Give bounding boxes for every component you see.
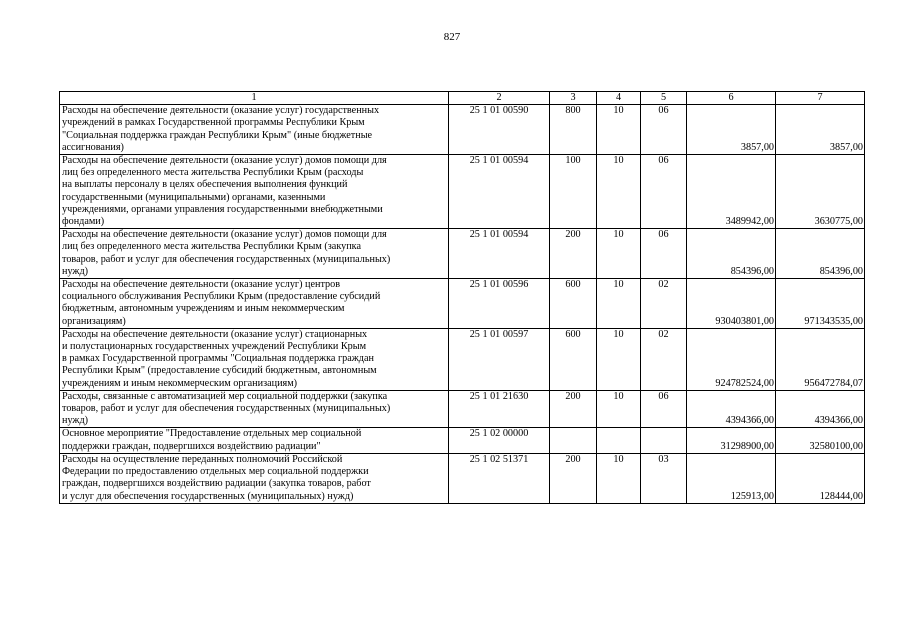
expense-type: 600 — [550, 328, 597, 390]
description-line: фондами) — [62, 216, 105, 228]
description-line: учреждениями, органами управления государственными внебюджетными — [62, 203, 383, 215]
expense-type: 200 — [550, 229, 597, 279]
amount-year-2: 971343535,00 — [776, 279, 865, 329]
expense-type: 200 — [550, 390, 597, 428]
row-description — [60, 229, 449, 279]
amount-year-2: 4394366,00 — [776, 390, 865, 428]
expense-type — [550, 428, 597, 453]
description-line: Расходы на осуществление переданных полномочий Российской — [62, 453, 343, 465]
section-code — [597, 428, 641, 453]
description-line: ассигнования) — [62, 141, 124, 153]
subsection-code: 03 — [641, 453, 687, 503]
amount-year-1: 930403801,00 — [687, 279, 776, 329]
section-code: 10 — [597, 328, 641, 390]
row-description — [60, 453, 449, 503]
table-row — [60, 428, 865, 453]
column-header: 1 — [60, 92, 449, 105]
subsection-code: 02 — [641, 328, 687, 390]
classification-code: 25 1 01 00594 — [449, 155, 550, 229]
row-description — [60, 105, 449, 155]
classification-code: 25 1 02 51371 — [449, 453, 550, 503]
amount-year-2: 128444,00 — [776, 453, 865, 503]
table-row — [60, 105, 865, 155]
section-code: 10 — [597, 155, 641, 229]
column-header: 6 — [687, 92, 776, 105]
description-line: Расходы на обеспечение деятельности (оказание услуг) государственных — [62, 105, 380, 117]
row-description — [60, 428, 449, 453]
description-line: Расходы на обеспечение деятельности (оказание услуг) домов помощи для — [62, 155, 387, 167]
table-row — [60, 328, 865, 390]
column-header: 2 — [449, 92, 550, 105]
section-code: 10 — [597, 453, 641, 503]
amount-year-2: 32580100,00 — [776, 428, 865, 453]
description-line: и услуг для обеспечения государственных (муниципальных) нужд) — [62, 490, 354, 502]
description-line: "Социальная поддержка граждан Республики Крым" (иные бюджетные — [62, 129, 373, 141]
subsection-code: 02 — [641, 279, 687, 329]
subsection-code: 06 — [641, 155, 687, 229]
subsection-code: 06 — [641, 229, 687, 279]
description-line: Республики Крым" (предоставление субсидий бюджетным, автономным — [62, 365, 377, 377]
description-line: государственными (муниципальными) органами, казенными — [62, 191, 326, 203]
table-row — [60, 155, 865, 229]
page-number: 827 — [443, 31, 461, 43]
classification-code: 25 1 01 00594 — [449, 229, 550, 279]
description-line: Федерации по предоставлению отдельных мер социальной поддержки — [62, 466, 369, 478]
amount-year-2: 3857,00 — [776, 105, 865, 155]
amount-year-1: 3857,00 — [687, 105, 776, 155]
classification-code: 25 1 01 00597 — [449, 328, 550, 390]
subsection-code: 06 — [641, 390, 687, 428]
description-line: учреждениям и иным некоммерческим организациям) — [62, 377, 298, 389]
expense-type: 200 — [550, 453, 597, 503]
description-line: Расходы, связанные с автоматизацией мер социальной поддержки (закупка — [62, 390, 388, 402]
description-line: Расходы на обеспечение деятельности (оказание услуг) центров — [62, 279, 341, 291]
amount-year-2: 3630775,00 — [776, 155, 865, 229]
section-code: 10 — [597, 390, 641, 428]
expense-type: 100 — [550, 155, 597, 229]
description-line: социального обслуживания Республики Крым (предоставление субсидий — [62, 291, 381, 303]
amount-year-1: 3489942,00 — [687, 155, 776, 229]
budget-table — [59, 91, 865, 504]
description-line: лиц без определенного места жительства Республики Крым (закупка — [62, 241, 361, 253]
amount-year-1: 4394366,00 — [687, 390, 776, 428]
description-line: нужд) — [62, 265, 89, 277]
table-row — [60, 279, 865, 329]
classification-code: 25 1 01 00596 — [449, 279, 550, 329]
amount-year-2: 854396,00 — [776, 229, 865, 279]
row-description — [60, 390, 449, 428]
classification-code: 25 1 01 00590 — [449, 105, 550, 155]
row-description — [60, 279, 449, 329]
description-line: учреждений в рамках Государственной программы Республики Крым — [62, 117, 365, 129]
classification-code: 25 1 01 21630 — [449, 390, 550, 428]
expense-type: 800 — [550, 105, 597, 155]
row-description — [60, 155, 449, 229]
column-header: 7 — [776, 92, 865, 105]
description-line: на выплаты персоналу в целях обеспечения выполнения функций — [62, 179, 348, 191]
description-line: организациям) — [62, 315, 126, 327]
subsection-code — [641, 428, 687, 453]
table-row — [60, 229, 865, 279]
amount-year-1: 854396,00 — [687, 229, 776, 279]
expense-type: 600 — [550, 279, 597, 329]
amount-year-2: 956472784,07 — [776, 328, 865, 390]
description-line: Основное мероприятие "Предоставление отдельных мер социальной — [62, 428, 362, 440]
description-line: Расходы на обеспечение деятельности (оказание услуг) домов помощи для — [62, 229, 387, 241]
description-line: и полустационарных государственных учреждений Республики Крым — [62, 341, 367, 353]
classification-code: 25 1 02 00000 — [449, 428, 550, 453]
table-header-row — [60, 92, 865, 105]
description-line: поддержки граждан, подвергшихся воздействию радиации" — [62, 440, 321, 452]
description-line: лиц без определенного места жительства Республики Крым (расходы — [62, 167, 364, 179]
description-line: Расходы на обеспечение деятельности (оказание услуг) стационарных — [62, 328, 368, 340]
section-code: 10 — [597, 229, 641, 279]
section-code: 10 — [597, 279, 641, 329]
description-line: бюджетным, автономным учреждениям и иным некоммерческим — [62, 303, 345, 315]
amount-year-1: 31298900,00 — [687, 428, 776, 453]
table-row — [60, 390, 865, 428]
amount-year-1: 125913,00 — [687, 453, 776, 503]
section-code: 10 — [597, 105, 641, 155]
table-row — [60, 453, 865, 503]
description-line: товаров, работ и услуг для обеспечения государственных (муниципальных) — [62, 253, 391, 265]
subsection-code: 06 — [641, 105, 687, 155]
description-line: в рамках Государственной программы "Социальная поддержка граждан — [62, 353, 374, 365]
column-header: 3 — [550, 92, 597, 105]
row-description — [60, 328, 449, 390]
description-line: нужд) — [62, 415, 89, 427]
column-header: 4 — [597, 92, 641, 105]
amount-year-1: 924782524,00 — [687, 328, 776, 390]
description-line: товаров, работ и услуг для обеспечения государственных (муниципальных) — [62, 403, 391, 415]
description-line: граждан, подвергшихся воздействию радиации (закупка товаров, работ — [62, 478, 371, 490]
column-header: 5 — [641, 92, 687, 105]
